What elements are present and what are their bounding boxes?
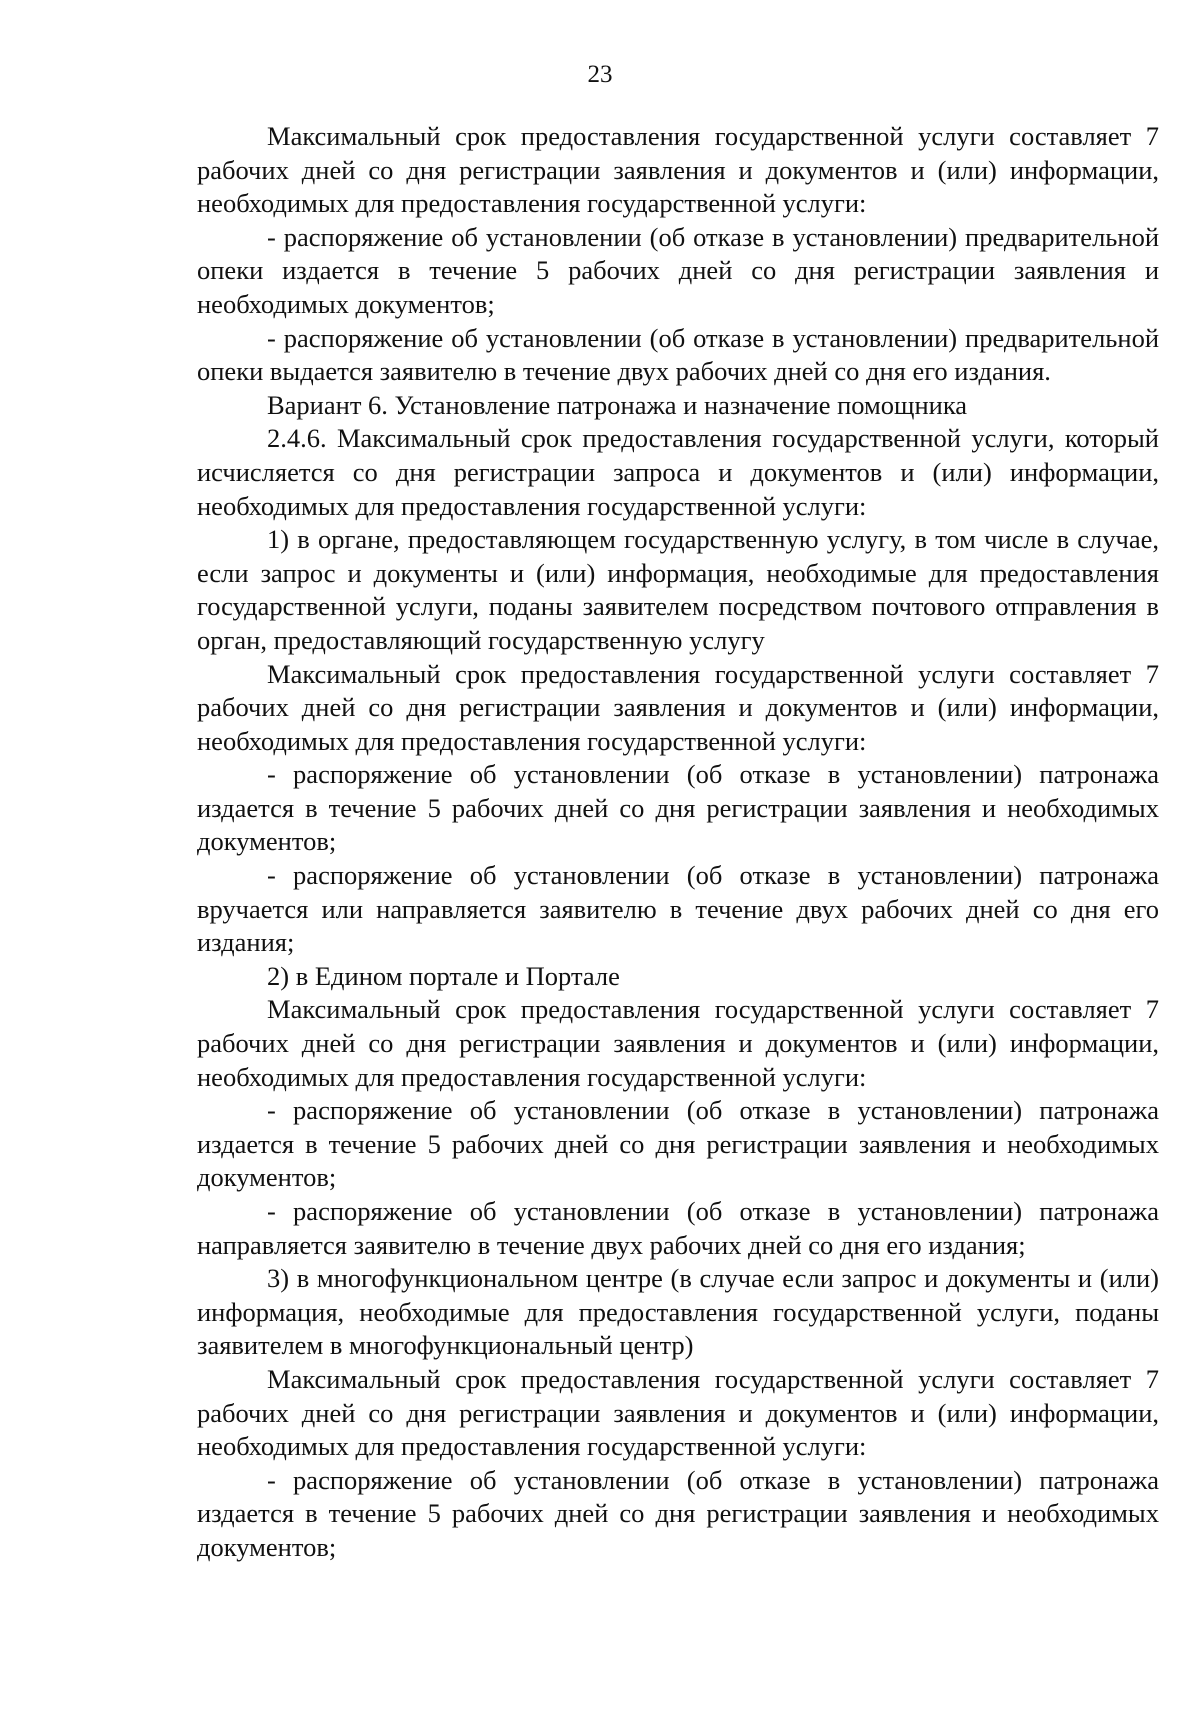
paragraph-section-2-4-6: 2.4.6. Максимальный срок предоставления государственной услуги, который исчисляется со дня регистрации запроса и документов и (или) информации, необходимых для предоставления государственной услуги: <box>197 423 1159 521</box>
paragraph-preliminary-guardianship-delivered: - распоряжение об установлении (об отказе в установлении) предварительной опеки выдается заявителю в течение двух рабочих дней со дня его издания. <box>197 322 1159 387</box>
paragraph-preliminary-guardianship-issued: - распоряжение об установлении (об отказе в установлении) предварительной опеки издается в течение 5 рабочих дней со дня регистрации заявления и необходимых документов; <box>197 221 1159 319</box>
list-item-1-authority: 1) в органе, предоставляющем государственную услугу, в том числе в случае, если запрос и документы и (или) информация, необходимые для предоставления государственной услуги, поданы заявителем посредством почтового отправления в орган, предоставляющий государственную услугу <box>197 524 1159 655</box>
list-item-2-portal: 2) в Едином портале и Портале <box>267 960 620 991</box>
variant-6-heading: Вариант 6. Установление патронажа и назначение помощника <box>267 389 968 420</box>
paragraph-patronage-issued-authority: - распоряжение об установлении (об отказе в установлении) патронажа издается в течение 5 рабочих дней со дня регистрации заявления и необходимых документов; <box>197 759 1159 857</box>
page-number: 23 <box>587 61 613 88</box>
paragraph-patronage-issued-portal: - распоряжение об установлении (об отказе в установлении) патронажа издается в течение 5 рабочих дней со дня регистрации заявления и необходимых документов; <box>197 1095 1159 1193</box>
paragraph-max-term-authority: Максимальный срок предоставления государственной услуги составляет 7 рабочих дней со дня регистрации заявления и документов и (или) информации, необходимых для предоставления государственной услуги: <box>197 658 1159 756</box>
list-item-3-mfc: 3) в многофункциональном центре (в случае если запрос и документы и (или) информация, необходимые для предоставления государственной услуги, поданы заявителем в многофункциональный центр) <box>197 1263 1159 1361</box>
paragraph-max-term-intro: Максимальный срок предоставления государственной услуги составляет 7 рабочих дней со дня регистрации заявления и документов и (или) информации, необходимых для предоставления государственной услуги: <box>197 121 1159 219</box>
document-body <box>197 120 1159 1565</box>
paragraph-max-term-mfc: Максимальный срок предоставления государственной услуги составляет 7 рабочих дней со дня регистрации заявления и документов и (или) информации, необходимых для предоставления государственной услуги: <box>197 1363 1159 1462</box>
paragraph-max-term-portal: Максимальный срок предоставления государственной услуги составляет 7 рабочих дней со дня регистрации заявления и документов и (или) информации, необходимых для предоставления государственной услуги: <box>197 994 1159 1092</box>
paragraph-patronage-issued-mfc: - распоряжение об установлении (об отказе в установлении) патронажа издается в течение 5 рабочих дней со дня регистрации заявления и необходимых документов; <box>197 1464 1159 1562</box>
paragraph-patronage-sent-portal: - распоряжение об установлении (об отказе в установлении) патронажа направляется заявителю в течение двух рабочих дней со дня его издания; <box>197 1196 1159 1260</box>
paragraph-patronage-delivered-authority: - распоряжение об установлении (об отказе в установлении) патронажа вручается или направляется заявителю в течение двух рабочих дней со дня его издания; <box>197 860 1159 958</box>
